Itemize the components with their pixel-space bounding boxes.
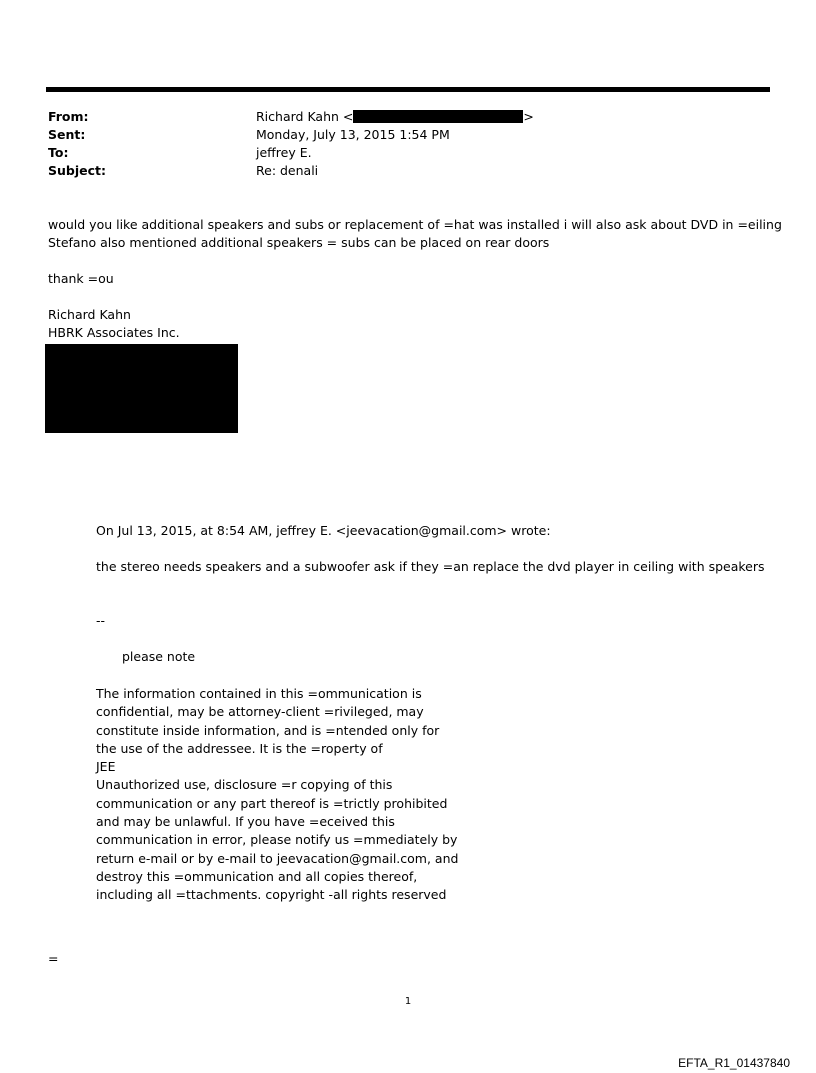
from-name: Richard Kahn < — [256, 109, 354, 124]
from-label: From: — [48, 109, 89, 124]
subject-value: Re: denali — [256, 163, 319, 178]
redacted-email — [353, 110, 523, 123]
body-thanks: thank =ou — [48, 271, 114, 286]
to-value: jeffrey E. — [256, 145, 312, 160]
sent-value: Monday, July 13, 2015 1:54 PM — [256, 127, 450, 142]
disclaimer-line: return e-mail or by e-mail to jeevacation@gmail.com, and — [96, 850, 459, 866]
document-id: EFTA_R1_01437840 — [678, 1056, 790, 1070]
from-close: > — [523, 109, 534, 124]
body-line-1: would you like additional speakers and subs or replacement of =hat was installed i will also ask about DVD in =eiling — [48, 217, 782, 232]
quoted-separator: -- — [96, 613, 106, 628]
disclaimer-line: and may be unlawful. If you have =eceived this — [96, 814, 395, 830]
please-note: please note — [122, 649, 196, 664]
sent-label: Sent: — [48, 127, 86, 142]
disclaimer-line: constitute inside information, and is =ntended only for — [96, 722, 440, 738]
disclaimer-line: the use of the addressee. It is the =roperty of — [96, 740, 383, 756]
trailing-char: = — [48, 951, 59, 966]
to-label: To: — [48, 145, 69, 160]
from-value — [256, 108, 534, 126]
disclaimer-line: confidential, may be attorney-client =rivileged, may — [96, 704, 424, 720]
signature-name: Richard Kahn — [48, 307, 131, 322]
subject-label: Subject: — [48, 163, 106, 178]
disclaimer-line: JEE — [96, 759, 116, 775]
signature-company: HBRK Associates Inc. — [48, 325, 180, 340]
disclaimer-line: communication or any part thereof is =trictly prohibited — [96, 795, 448, 811]
disclaimer-line: destroy this =ommunication and all copies thereof, — [96, 868, 418, 884]
disclaimer-line: communication in error, please notify us =mmediately by — [96, 832, 458, 848]
disclaimer — [96, 685, 458, 905]
header-rule — [46, 87, 770, 92]
body-line-2: Stefano also mentioned additional speakers = subs can be placed on rear doors — [48, 235, 550, 250]
disclaimer-line: including all =ttachments. copyright -all rights reserved — [96, 887, 447, 903]
page-number: 1 — [404, 996, 412, 1007]
disclaimer-line: The information contained in this =ommunication is — [96, 686, 422, 701]
quoted-message: the stereo needs speakers and a subwoofer ask if they =an replace the dvd player in ceiling with speakers — [96, 559, 765, 574]
quoted-attribution: On Jul 13, 2015, at 8:54 AM, jeffrey E. <jeevacation@gmail.com> wrote: — [96, 523, 551, 538]
disclaimer-line: Unauthorized use, disclosure =r copying of this — [96, 777, 393, 793]
redacted-signature-block — [45, 344, 238, 433]
